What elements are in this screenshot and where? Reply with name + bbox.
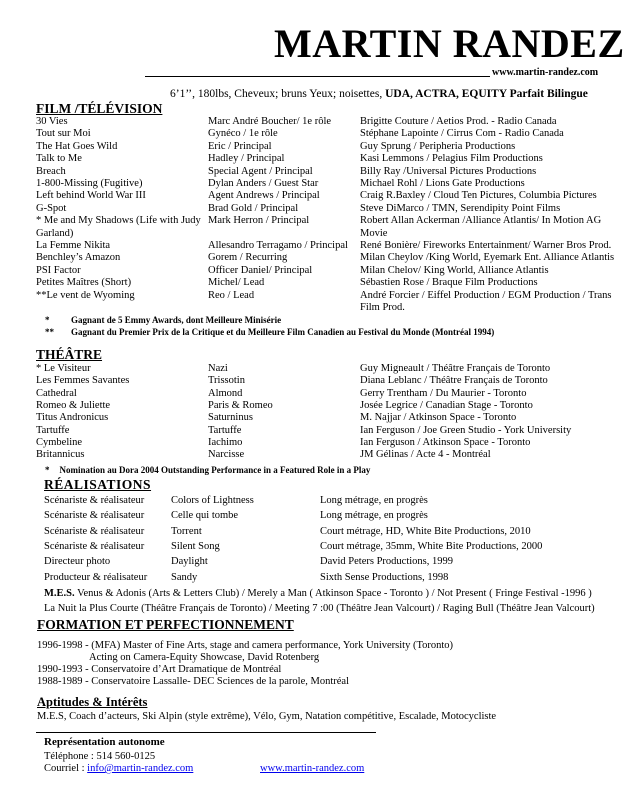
- realisation-title: Colors of Lightness: [171, 495, 254, 506]
- theatre-title: Romeo & Juliette: [36, 399, 111, 411]
- film-title: G-Spot: [36, 202, 67, 214]
- film-note-mark: *: [45, 315, 50, 325]
- formation-line: 1988-1989 - Conservatoire Lassalle- DEC Sciences de la parole, Montréal: [37, 676, 349, 687]
- representation-phone: Téléphone : 514 560-0125: [44, 751, 156, 762]
- realisation-desc: David Peters Productions, 1999: [320, 556, 453, 568]
- film-title: * Me and My Shadows (Life with Judy: [36, 215, 201, 227]
- realisation-job: Directeur photo: [44, 556, 111, 568]
- film-note: [45, 315, 281, 325]
- film-title: PSI Factor: [36, 264, 81, 276]
- theatre-prod: JM Gélinas / Acte 4 - Montréal: [360, 449, 491, 461]
- theatre-role: Trissotin: [208, 375, 245, 387]
- section-title-formation: FORMATION ET PERFECTIONNEMENT: [37, 617, 294, 632]
- realisation-title: Sandy: [171, 571, 198, 583]
- theatre-note-text: Nomination au Dora 2004 Outstanding Performance in a Featured Role in a Play: [59, 465, 371, 475]
- theatre-role: Saturninus: [208, 412, 253, 424]
- film-role: Special Agent / Principal: [208, 165, 313, 177]
- realisation-desc: Court métrage, HD, White Bite Productions, 2010: [320, 525, 531, 537]
- realisation-title: Celle qui tombe: [171, 510, 239, 522]
- theatre-role: Almond: [208, 387, 243, 399]
- attributes-plain: 6’1’’, 180lbs, Cheveux; bruns Yeux; noisettes,: [170, 88, 383, 100]
- film-note-text: Gagnant de 5 Emmy Awards, dont Meilleure Minisérie: [71, 315, 282, 325]
- theatre-prod: Josée Legrice / Canadian Stage - Toronto: [360, 399, 533, 411]
- film-prod: Billy Ray /Universal Pictures Productions: [360, 165, 537, 177]
- representation-title: Représentation autonome: [44, 736, 165, 748]
- film-title: La Femme Nikita: [36, 240, 111, 251]
- film-role: Hadley / Principal: [208, 153, 285, 165]
- theatre-role: Tartuffe: [208, 424, 242, 436]
- film-role: Eric / Principal: [208, 140, 272, 152]
- theatre-title: Cathedral: [36, 387, 77, 399]
- theatre-role: Nazi: [208, 363, 228, 374]
- email-label: Courriel :: [44, 763, 88, 774]
- theatre-prod: Ian Ferguson / Atkinson Space - Toronto: [360, 436, 531, 448]
- film-title: The Hat Goes Wild: [36, 140, 118, 152]
- theatre-title: Tartuffe: [36, 424, 70, 436]
- film-prod: Sébastien Rose / Braque Film Productions: [360, 277, 538, 289]
- film-role: Michel/ Lead: [208, 277, 265, 289]
- film-title: Benchley’s Amazon: [36, 252, 121, 264]
- realisation-desc: Long métrage, en progrès: [320, 495, 428, 506]
- theatre-note-mark: *: [45, 465, 50, 475]
- email-link[interactable]: info@martin-randez.com: [87, 763, 194, 774]
- theatre-prod: Guy Migneault / Théâtre Français de Toronto: [360, 363, 551, 374]
- film-prod: André Forcier / Eiffel Production / EGM Production / Trans: [360, 289, 612, 301]
- film-title: **Le vent de Wyoming: [36, 289, 135, 301]
- theatre-title: Titus Andronicus: [36, 412, 109, 424]
- section-title-aptitudes: Aptitudes & Intérêts: [37, 695, 148, 709]
- representation-divider: [36, 732, 376, 733]
- film-role: Dylan Anders / Guest Star: [208, 178, 319, 189]
- formation-line: 1996-1998 - (MFA) Master of Fine Arts, stage and camera performance, York University (Toronto): [37, 640, 454, 651]
- realisation-job: Scénariste & réalisateur: [44, 540, 145, 552]
- film-role: Marc André Boucher/ 1e rôle: [208, 116, 332, 127]
- theatre-role: Narcisse: [208, 449, 245, 461]
- realisation-job: Scénariste & réalisateur: [44, 510, 145, 522]
- film-role: Allesandro Terragamo / Principal: [208, 240, 348, 251]
- realisation-job: Scénariste & réalisateur: [44, 525, 145, 537]
- theatre-note: [45, 465, 370, 475]
- realisation-job: Producteur & réalisateur: [44, 571, 148, 583]
- film-prod: René Bonière/ Fireworks Entertainment/ Warner Bros Prod.: [360, 240, 612, 251]
- film-prod: Michael Rohl / Lions Gate Productions: [360, 178, 525, 189]
- theatre-prod: M. Najjar / Atkinson Space - Toronto: [360, 412, 517, 424]
- theatre-role: Paris & Romeo: [208, 399, 273, 411]
- realisation-job: Scénariste & réalisateur: [44, 495, 145, 506]
- film-prod: Robert Allan Ackerman /Alliance Atlantis/ In Motion AG: [360, 215, 602, 227]
- physical-attributes: [170, 88, 588, 100]
- film-role: Officer Daniel/ Principal: [208, 264, 313, 276]
- theatre-title: Cymbeline: [36, 436, 83, 448]
- film-title: 30 Vies: [36, 116, 68, 127]
- mes-label: M.E.S.: [44, 588, 75, 599]
- website-link[interactable]: www.martin-randez.com: [260, 763, 365, 774]
- film-title: 1-800-Missing (Fugitive): [36, 178, 143, 189]
- film-prod: Craig R.Baxley / Cloud Ten Pictures, Columbia Pictures: [360, 190, 597, 202]
- film-note-mark: **: [45, 327, 54, 337]
- representation-website: [260, 763, 364, 776]
- realisation-title: Daylight: [171, 556, 208, 568]
- film-prod: Movie: [360, 227, 388, 239]
- section-title-theatre: THÉÂTRE: [36, 347, 103, 362]
- mes-text-1: Venus & Adonis (Arts & Letters Club) / Merely a Man ( Atkinson Space - Toronto ) / Not Present ( Fringe Festival -1996 ): [74, 588, 592, 599]
- realisation-desc: Long métrage, en progrès: [320, 510, 428, 522]
- film-role: Reo / Lead: [208, 289, 255, 301]
- realisation-title: Torrent: [171, 525, 202, 537]
- film-role: Brad Gold / Principal: [208, 202, 299, 214]
- mes-line-2: La Nuit la Plus Courte (Théâtre Français de Toronto) / Meeting 7 :00 (Théâtre Jean Valcourt) / Raging Bull (Théâtre Jean Valcourt): [44, 603, 595, 614]
- film-title: Tout sur Moi: [36, 128, 91, 140]
- film-title: Petites Maîtres (Short): [36, 277, 132, 289]
- attributes-unions: UDA, ACTRA, EQUITY Parfait Bilingue: [385, 88, 588, 100]
- mes-line-1: [44, 588, 592, 601]
- film-title: Breach: [36, 165, 66, 177]
- film-title: Left behind World War III: [36, 190, 146, 202]
- film-prod: Brigitte Couture / Aetios Prod. - Radio Canada: [360, 116, 557, 127]
- film-prod: Milan Cheylov /King World, Eyemark Ent. Alliance Atlantis: [360, 252, 615, 264]
- formation-line: 1990-1993 - Conservatoire d’Art Dramatique de Montréal: [37, 664, 282, 675]
- film-title: Talk to Me: [36, 153, 82, 165]
- film-note-text: Gagnant du Premier Prix de la Critique et du Meilleure Film Canadien au Festival du Monde (Montréal 1994): [71, 327, 495, 337]
- theatre-role: Iachimo: [208, 436, 243, 448]
- film-prod: Film Prod.: [360, 302, 405, 313]
- formation-line: Acting on Camera-Equity Showcase, David Rotenberg: [89, 652, 320, 663]
- aptitudes-text: M.E.S, Coach d’acteurs, Ski Alpin (style extrême), Vélo, Gym, Natation compétitive, Escalade, Motocycliste: [37, 711, 497, 722]
- film-prod: Steve DiMarco / TMN, Serendipity Point Films: [360, 202, 561, 214]
- theatre-title: Les Femmes Savantes: [36, 375, 130, 387]
- theatre-prod: Gerry Trentham / Du Maurier - Toronto: [360, 387, 527, 399]
- film-note: [45, 327, 494, 337]
- film-title: Garland): [36, 227, 74, 239]
- theatre-title: * Le Visiteur: [36, 363, 91, 374]
- realisation-title: Silent Song: [171, 540, 220, 552]
- film-prod: Milan Chelov/ King World, Alliance Atlantis: [360, 264, 549, 276]
- section-title-realisations: RÉALISATIONS: [44, 477, 152, 492]
- film-prod: Kasi Lemmons / Pelagius Film Productions: [360, 153, 543, 165]
- realisation-desc: Court métrage, 35mm, White Bite Productions, 2000: [320, 540, 543, 552]
- resume-name: MARTIN RANDEZ: [274, 21, 625, 66]
- film-role: Mark Herron / Principal: [208, 215, 310, 227]
- theatre-prod: Diana Leblanc / Théâtre Français de Toronto: [360, 375, 548, 387]
- film-role: Agent Andrews / Principal: [208, 190, 320, 202]
- theatre-title: Britannicus: [36, 449, 85, 461]
- film-role: Gynéco / 1e rôle: [208, 128, 278, 140]
- film-role: Gorem / Recurring: [208, 252, 288, 264]
- film-prod: Guy Sprung / Peripheria Productions: [360, 140, 516, 152]
- header-website[interactable]: www.martin-randez.com: [492, 67, 599, 78]
- film-prod: Stéphane Lapointe / Cirrus Com - Radio Canada: [360, 128, 564, 140]
- section-title-film: FILM /TÉLÉVISION: [36, 101, 163, 116]
- theatre-prod: Ian Ferguson / Joe Green Studio - York University: [360, 424, 572, 436]
- representation-email-line: [44, 763, 193, 776]
- realisation-desc: Sixth Sense Productions, 1998: [320, 571, 449, 583]
- header-divider: [145, 76, 490, 77]
